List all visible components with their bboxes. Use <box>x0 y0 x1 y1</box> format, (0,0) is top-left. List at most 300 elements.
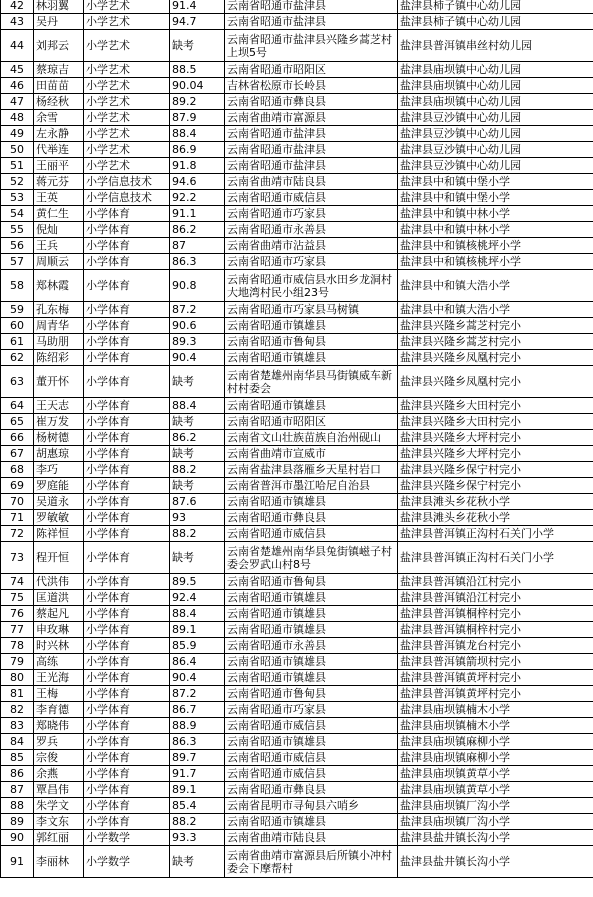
cell-school: 盐津县兴隆乡大坪村完小 <box>398 446 593 462</box>
table-row <box>1 478 593 494</box>
cell-number: 43 <box>1 14 34 30</box>
cell-name: 王丽平 <box>34 158 84 174</box>
cell-school: 盐津县柿子镇中心幼儿园 <box>398 14 593 30</box>
table-row <box>1 830 593 846</box>
cell-subject: 小学体育 <box>84 494 170 510</box>
cell-number: 72 <box>1 526 34 542</box>
cell-subject: 小学体育 <box>84 238 170 254</box>
cell-name: 崔万发 <box>34 414 84 430</box>
cell-score: 91.4 <box>170 0 225 14</box>
cell-score: 87.2 <box>170 686 225 702</box>
cell-origin: 云南省昭通市鲁甸县 <box>225 334 398 350</box>
cell-subject: 小学数学 <box>84 830 170 846</box>
cell-school: 盐津县庙坝镇麻柳小学 <box>398 734 593 750</box>
cell-origin: 云南省楚雄州南华县马街镇威车新村村委会 <box>225 366 398 398</box>
cell-name: 代举连 <box>34 142 84 158</box>
cell-name: 倪灿 <box>34 222 84 238</box>
cell-origin: 云南省昭通市永善县 <box>225 638 398 654</box>
cell-subject: 小学信息技术 <box>84 190 170 206</box>
cell-school: 盐津县兴隆乡凤凰村完小 <box>398 350 593 366</box>
table-row <box>1 798 593 814</box>
cell-number: 76 <box>1 606 34 622</box>
cell-number: 56 <box>1 238 34 254</box>
table-row <box>1 158 593 174</box>
cell-school: 盐津县庙坝镇厂沟小学 <box>398 814 593 830</box>
cell-subject: 小学体育 <box>84 462 170 478</box>
cell-number: 79 <box>1 654 34 670</box>
table-row <box>1 622 593 638</box>
cell-origin: 云南省文山壮族苗族自治州砚山 <box>225 430 398 446</box>
table-row <box>1 526 593 542</box>
table-row <box>1 510 593 526</box>
cell-score: 88.2 <box>170 462 225 478</box>
cell-score: 88.4 <box>170 606 225 622</box>
cell-school: 盐津县庙坝镇麻柳小学 <box>398 750 593 766</box>
table-row <box>1 702 593 718</box>
cell-subject: 小学体育 <box>84 270 170 302</box>
cell-school: 盐津县兴隆乡蒿芝村完小 <box>398 334 593 350</box>
cell-origin: 云南省昭通市盐津县 <box>225 158 398 174</box>
cell-school: 盐津县普洱镇桐梓村完小 <box>398 606 593 622</box>
cell-origin: 云南省曲靖市宣威市 <box>225 446 398 462</box>
table-row <box>1 142 593 158</box>
cell-name: 郭红丽 <box>34 830 84 846</box>
table-row <box>1 174 593 190</box>
table-row <box>1 846 593 878</box>
cell-school: 盐津县兴隆乡大田村完小 <box>398 398 593 414</box>
cell-name: 朱学文 <box>34 798 84 814</box>
cell-origin: 云南省曲靖市陆良县 <box>225 174 398 190</box>
cell-score: 88.2 <box>170 526 225 542</box>
cell-name: 孔东梅 <box>34 302 84 318</box>
table-row <box>1 574 593 590</box>
cell-name: 吴丹 <box>34 14 84 30</box>
cell-origin: 云南省昭通市镇雄县 <box>225 318 398 334</box>
cell-score: 缺考 <box>170 846 225 878</box>
cell-subject: 小学体育 <box>84 606 170 622</box>
cell-score: 89.5 <box>170 574 225 590</box>
cell-origin: 云南省昭通市鲁甸县 <box>225 574 398 590</box>
cell-subject: 小学艺术 <box>84 78 170 94</box>
cell-subject: 小学体育 <box>84 702 170 718</box>
cell-score: 89.3 <box>170 334 225 350</box>
cell-school: 盐津县豆沙镇中心幼儿园 <box>398 142 593 158</box>
cell-name: 罗兵 <box>34 734 84 750</box>
cell-subject: 小学体育 <box>84 766 170 782</box>
table-row <box>1 0 593 14</box>
cell-number: 86 <box>1 766 34 782</box>
cell-subject: 小学艺术 <box>84 0 170 14</box>
cell-number: 53 <box>1 190 34 206</box>
cell-school: 盐津县普洱镇正沟村石关门小学 <box>398 526 593 542</box>
cell-score: 94.6 <box>170 174 225 190</box>
cell-subject: 小学艺术 <box>84 142 170 158</box>
cell-school: 盐津县中和镇大浩小学 <box>398 270 593 302</box>
cell-number: 73 <box>1 542 34 574</box>
table-row <box>1 254 593 270</box>
cell-number: 91 <box>1 846 34 878</box>
cell-origin: 云南省昭通市镇雄县 <box>225 622 398 638</box>
cell-number: 80 <box>1 670 34 686</box>
cell-subject: 小学体育 <box>84 814 170 830</box>
cell-score: 91.1 <box>170 206 225 222</box>
cell-name: 胡惠琼 <box>34 446 84 462</box>
cell-number: 67 <box>1 446 34 462</box>
cell-subject: 小学体育 <box>84 446 170 462</box>
table-row <box>1 542 593 574</box>
cell-name: 吴道永 <box>34 494 84 510</box>
cell-name: 刘邦云 <box>34 30 84 62</box>
cell-school: 盐津县中和镇中堡小学 <box>398 190 593 206</box>
cell-origin: 云南省昭通市盐津县 <box>225 14 398 30</box>
cell-score: 93.3 <box>170 830 225 846</box>
cell-name: 覃昌伟 <box>34 782 84 798</box>
table-row <box>1 270 593 302</box>
cell-origin: 云南省昭通市威信县 <box>225 718 398 734</box>
cell-number: 87 <box>1 782 34 798</box>
cell-number: 82 <box>1 702 34 718</box>
table-row <box>1 446 593 462</box>
cell-school: 盐津县普洱镇黄坪村完小 <box>398 686 593 702</box>
cell-subject: 小学体育 <box>84 478 170 494</box>
cell-origin: 云南省曲靖市沾益县 <box>225 238 398 254</box>
cell-origin: 云南省昭通市镇雄县 <box>225 654 398 670</box>
cell-subject: 小学体育 <box>84 510 170 526</box>
cell-origin: 云南省曲靖市富源县 <box>225 110 398 126</box>
cell-subject: 小学信息技术 <box>84 174 170 190</box>
cell-subject: 小学体育 <box>84 798 170 814</box>
cell-score: 86.3 <box>170 254 225 270</box>
cell-name: 时兴林 <box>34 638 84 654</box>
table-row <box>1 318 593 334</box>
cell-number: 74 <box>1 574 34 590</box>
cell-school: 盐津县兴隆乡大田村完小 <box>398 414 593 430</box>
cell-name: 王光海 <box>34 670 84 686</box>
cell-name: 黄仁生 <box>34 206 84 222</box>
cell-origin: 云南省盐津县落雁乡天星村岩口 <box>225 462 398 478</box>
cell-subject: 小学体育 <box>84 638 170 654</box>
cell-number: 70 <box>1 494 34 510</box>
cell-number: 81 <box>1 686 34 702</box>
cell-number: 90 <box>1 830 34 846</box>
cell-name: 郑晓伟 <box>34 718 84 734</box>
cell-score: 87.9 <box>170 110 225 126</box>
cell-school: 盐津县豆沙镇中心幼儿园 <box>398 110 593 126</box>
cell-score: 93 <box>170 510 225 526</box>
cell-subject: 小学艺术 <box>84 94 170 110</box>
cell-origin: 云南省昭通市威信县 <box>225 190 398 206</box>
cell-origin: 云南省昭通市威信县 <box>225 526 398 542</box>
cell-origin: 云南省昭通市永善县 <box>225 222 398 238</box>
cell-score: 91.7 <box>170 766 225 782</box>
cell-subject: 小学体育 <box>84 222 170 238</box>
cell-score: 86.7 <box>170 702 225 718</box>
cell-name: 周顺云 <box>34 254 84 270</box>
cell-name: 罗庭能 <box>34 478 84 494</box>
cell-number: 62 <box>1 350 34 366</box>
cell-name: 杨树德 <box>34 430 84 446</box>
cell-score: 89.1 <box>170 622 225 638</box>
cell-number: 44 <box>1 30 34 62</box>
cell-subject: 小学体育 <box>84 430 170 446</box>
cell-score: 90.6 <box>170 318 225 334</box>
cell-name: 李丽林 <box>34 846 84 878</box>
cell-school: 盐津县兴隆乡保宁村完小 <box>398 462 593 478</box>
cell-origin: 云南省昭通市镇雄县 <box>225 590 398 606</box>
cell-subject: 小学艺术 <box>84 14 170 30</box>
cell-score: 86.2 <box>170 430 225 446</box>
cell-score: 88.5 <box>170 62 225 78</box>
cell-name: 田苗苗 <box>34 78 84 94</box>
cell-school: 盐津县中和镇中堡小学 <box>398 174 593 190</box>
cell-origin: 云南省昭通市鲁甸县 <box>225 686 398 702</box>
cell-school: 盐津县普洱镇串丝村幼儿园 <box>398 30 593 62</box>
cell-score: 87.6 <box>170 494 225 510</box>
cell-score: 89.1 <box>170 782 225 798</box>
cell-school: 盐津县庙坝镇厂沟小学 <box>398 798 593 814</box>
cell-school: 盐津县中和镇中林小学 <box>398 206 593 222</box>
cell-number: 64 <box>1 398 34 414</box>
cell-number: 54 <box>1 206 34 222</box>
table-row <box>1 606 593 622</box>
cell-score: 85.4 <box>170 798 225 814</box>
table-row <box>1 222 593 238</box>
table-row <box>1 782 593 798</box>
cell-origin: 云南省昭通市昭阳区 <box>225 62 398 78</box>
table-row <box>1 334 593 350</box>
cell-name: 蔡琼吉 <box>34 62 84 78</box>
cell-subject: 小学体育 <box>84 206 170 222</box>
cell-name: 周青华 <box>34 318 84 334</box>
cell-subject: 小学体育 <box>84 622 170 638</box>
cell-origin: 吉林省松原市长岭县 <box>225 78 398 94</box>
cell-school: 盐津县盐井镇长沟小学 <box>398 846 593 878</box>
cell-subject: 小学体育 <box>84 302 170 318</box>
cell-name: 董开怀 <box>34 366 84 398</box>
table-row <box>1 302 593 318</box>
cell-score: 90.4 <box>170 670 225 686</box>
cell-subject: 小学艺术 <box>84 158 170 174</box>
cell-name: 李巧 <box>34 462 84 478</box>
cell-subject: 小学体育 <box>84 686 170 702</box>
cell-school: 盐津县普洱镇龙台村完小 <box>398 638 593 654</box>
cell-number: 58 <box>1 270 34 302</box>
cell-score: 92.4 <box>170 590 225 606</box>
cell-name: 余燕 <box>34 766 84 782</box>
cell-score: 86.9 <box>170 142 225 158</box>
cell-number: 83 <box>1 718 34 734</box>
cell-name: 郑林霞 <box>34 270 84 302</box>
cell-number: 88 <box>1 798 34 814</box>
cell-origin: 云南省昭通市镇雄县 <box>225 734 398 750</box>
cell-name: 程开恒 <box>34 542 84 574</box>
cell-number: 84 <box>1 734 34 750</box>
cell-number: 85 <box>1 750 34 766</box>
cell-score: 缺考 <box>170 446 225 462</box>
cell-name: 高练 <box>34 654 84 670</box>
cell-origin: 云南省昭通市镇雄县 <box>225 670 398 686</box>
cell-name: 林羽翼 <box>34 0 84 14</box>
table-row <box>1 94 593 110</box>
cell-subject: 小学体育 <box>84 670 170 686</box>
cell-subject: 小学体育 <box>84 574 170 590</box>
cell-number: 63 <box>1 366 34 398</box>
cell-school: 盐津县豆沙镇中心幼儿园 <box>398 158 593 174</box>
cell-school: 盐津县兴隆乡蒿芝村完小 <box>398 318 593 334</box>
table-row <box>1 462 593 478</box>
cell-school: 盐津县普洱镇黄坪村完小 <box>398 670 593 686</box>
table-body <box>1 0 593 878</box>
cell-origin: 云南省昭通市威信县水田乡龙洞村大地湾村民小组23号 <box>225 270 398 302</box>
cell-subject: 小学体育 <box>84 366 170 398</box>
table-row <box>1 206 593 222</box>
cell-subject: 小学体育 <box>84 654 170 670</box>
cell-school: 盐津县普洱镇箭坝村完小 <box>398 654 593 670</box>
cell-score: 88.4 <box>170 398 225 414</box>
cell-number: 50 <box>1 142 34 158</box>
cell-school: 盐津县庙坝镇黄草小学 <box>398 782 593 798</box>
cell-name: 匡道洪 <box>34 590 84 606</box>
cell-score: 88.9 <box>170 718 225 734</box>
cell-number: 47 <box>1 94 34 110</box>
cell-name: 宗俊 <box>34 750 84 766</box>
cell-name: 蔡起凡 <box>34 606 84 622</box>
cell-origin: 云南省昭通市巧家县 <box>225 206 398 222</box>
cell-origin: 云南省昭通市彝良县 <box>225 94 398 110</box>
cell-name: 代洪伟 <box>34 574 84 590</box>
cell-number: 49 <box>1 126 34 142</box>
cell-school: 盐津县兴隆乡凤凰村完小 <box>398 366 593 398</box>
cell-score: 缺考 <box>170 366 225 398</box>
cell-name: 左永静 <box>34 126 84 142</box>
cell-school: 盐津县豆沙镇中心幼儿园 <box>398 126 593 142</box>
table-row <box>1 366 593 398</box>
cell-subject: 小学数学 <box>84 846 170 878</box>
table-row <box>1 494 593 510</box>
cell-score: 90.04 <box>170 78 225 94</box>
cell-score: 90.8 <box>170 270 225 302</box>
cell-school: 盐津县中和镇大浩小学 <box>398 302 593 318</box>
cell-school: 盐津县庙坝镇中心幼儿园 <box>398 94 593 110</box>
cell-name: 余雪 <box>34 110 84 126</box>
cell-origin: 云南省昭通市镇雄县 <box>225 606 398 622</box>
cell-school: 盐津县兴隆乡保宁村完小 <box>398 478 593 494</box>
table-row <box>1 766 593 782</box>
cell-origin: 云南省昭通市盐津县 <box>225 142 398 158</box>
table-row <box>1 110 593 126</box>
cell-name: 陈祥恒 <box>34 526 84 542</box>
cell-school: 盐津县中和镇核桃坪小学 <box>398 238 593 254</box>
cell-subject: 小学体育 <box>84 750 170 766</box>
cell-score: 86.3 <box>170 734 225 750</box>
cell-number: 61 <box>1 334 34 350</box>
cell-school: 盐津县普洱镇沿江村完小 <box>398 590 593 606</box>
cell-score: 86.2 <box>170 222 225 238</box>
table-row <box>1 670 593 686</box>
table-row <box>1 398 593 414</box>
cell-number: 59 <box>1 302 34 318</box>
cell-number: 42 <box>1 0 34 14</box>
cell-number: 71 <box>1 510 34 526</box>
cell-school: 盐津县滩头乡花秋小学 <box>398 494 593 510</box>
cell-origin: 云南省昭通市昭阳区 <box>225 414 398 430</box>
cell-origin: 云南省昭通市巧家县马树镇 <box>225 302 398 318</box>
cell-name: 马助朋 <box>34 334 84 350</box>
cell-school: 盐津县盐井镇长沟小学 <box>398 830 593 846</box>
table-row <box>1 718 593 734</box>
cell-school: 盐津县庙坝镇楠木小学 <box>398 718 593 734</box>
cell-origin: 云南省昭通市盐津县 <box>225 0 398 14</box>
cell-number: 66 <box>1 430 34 446</box>
cell-number: 78 <box>1 638 34 654</box>
cell-subject: 小学体育 <box>84 590 170 606</box>
cell-school: 盐津县中和镇中林小学 <box>398 222 593 238</box>
cell-subject: 小学体育 <box>84 542 170 574</box>
cell-score: 92.2 <box>170 190 225 206</box>
table-row <box>1 78 593 94</box>
cell-subject: 小学体育 <box>84 254 170 270</box>
cell-subject: 小学艺术 <box>84 30 170 62</box>
cell-subject: 小学体育 <box>84 350 170 366</box>
cell-school: 盐津县普洱镇正沟村石关门小学 <box>398 542 593 574</box>
cell-name: 王兵 <box>34 238 84 254</box>
cell-score: 90.4 <box>170 350 225 366</box>
cell-school: 盐津县兴隆乡大坪村完小 <box>398 430 593 446</box>
cell-name: 杨经秋 <box>34 94 84 110</box>
cell-origin: 云南省昭通市盐津县 <box>225 126 398 142</box>
cell-number: 46 <box>1 78 34 94</box>
cell-number: 55 <box>1 222 34 238</box>
cell-origin: 云南省昭通市镇雄县 <box>225 814 398 830</box>
cell-score: 87 <box>170 238 225 254</box>
table-row <box>1 814 593 830</box>
cell-number: 51 <box>1 158 34 174</box>
cell-name: 罗敏敏 <box>34 510 84 526</box>
cell-number: 75 <box>1 590 34 606</box>
cell-school: 盐津县中和镇核桃坪小学 <box>398 254 593 270</box>
cell-subject: 小学体育 <box>84 734 170 750</box>
cell-name: 蒋元芬 <box>34 174 84 190</box>
cell-subject: 小学艺术 <box>84 110 170 126</box>
cell-subject: 小学体育 <box>84 334 170 350</box>
cell-score: 缺考 <box>170 478 225 494</box>
cell-number: 48 <box>1 110 34 126</box>
cell-score: 85.9 <box>170 638 225 654</box>
cell-subject: 小学体育 <box>84 318 170 334</box>
cell-school: 盐津县庙坝镇中心幼儿园 <box>398 62 593 78</box>
cell-score: 88.4 <box>170 126 225 142</box>
cell-number: 89 <box>1 814 34 830</box>
cell-school: 盐津县庙坝镇楠木小学 <box>398 702 593 718</box>
cell-number: 69 <box>1 478 34 494</box>
cell-score: 94.7 <box>170 14 225 30</box>
table-row <box>1 350 593 366</box>
cell-origin: 云南省昭通市巧家县 <box>225 254 398 270</box>
table-row <box>1 190 593 206</box>
table-row <box>1 430 593 446</box>
cell-score: 86.4 <box>170 654 225 670</box>
table-row <box>1 14 593 30</box>
cell-origin: 云南省昆明市寻甸县六哨乡 <box>225 798 398 814</box>
cell-school: 盐津县庙坝镇中心幼儿园 <box>398 78 593 94</box>
cell-score: 89.2 <box>170 94 225 110</box>
table-row <box>1 30 593 62</box>
cell-subject: 小学体育 <box>84 526 170 542</box>
table-row <box>1 750 593 766</box>
table-row <box>1 686 593 702</box>
cell-score: 87.2 <box>170 302 225 318</box>
cell-name: 李育德 <box>34 702 84 718</box>
